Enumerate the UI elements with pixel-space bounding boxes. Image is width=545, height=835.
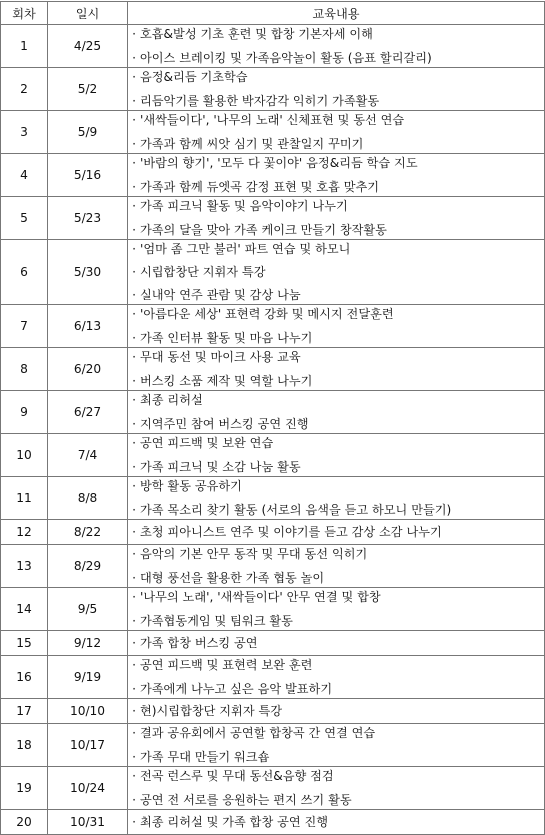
table-row [1, 240, 545, 305]
content-item-text: 가족에게 나누고 싶은 음악 발표하기 [140, 682, 333, 696]
content-item-text: 가족 목소리 찾기 활동 (서로의 음색을 듣고 하모니 만들기) [140, 503, 452, 517]
content-item [128, 791, 544, 809]
table-row [1, 305, 545, 348]
content-item-text: 리듬악기를 활용한 박자감각 익히기 가족활동 [140, 94, 380, 108]
session-number: 5 [1, 197, 48, 240]
session-number: 20 [1, 810, 48, 835]
content-item [128, 372, 544, 390]
session-date: 10/10 [48, 699, 128, 724]
bullet-mark: · [132, 479, 136, 493]
table-row [1, 111, 545, 154]
session-date: 5/16 [48, 154, 128, 197]
session-content [128, 656, 545, 699]
content-item [128, 545, 544, 563]
bullet-mark: · [132, 307, 136, 321]
content-item-text: 공연 전 서로를 응원하는 편지 쓰기 활동 [140, 793, 352, 807]
bullet-mark: · [132, 704, 136, 718]
table-row [1, 477, 545, 520]
session-number: 6 [1, 240, 48, 305]
table-row [1, 520, 545, 545]
content-item [128, 569, 544, 587]
content-item-text: 가족 피크닉 활동 및 음악이야기 나누기 [140, 199, 348, 213]
session-number: 15 [1, 631, 48, 656]
table-row [1, 348, 545, 391]
table-row [1, 25, 545, 68]
session-content [128, 810, 545, 835]
content-item [128, 656, 544, 674]
session-content [128, 68, 545, 111]
content-item-text: 지역주민 참여 버스킹 공연 진행 [140, 417, 309, 431]
session-content [128, 348, 545, 391]
content-item-text: 공연 피드백 및 보완 연습 [140, 436, 274, 450]
bullet-mark: · [132, 156, 136, 170]
bullet-mark: · [132, 199, 136, 213]
table-row [1, 545, 545, 588]
session-content [128, 434, 545, 477]
content-item-text: '새싹들이다', '나무의 노래' 신체표현 및 동선 연습 [140, 113, 405, 127]
content-item-text: 전곡 런스루 및 무대 동선&음향 점검 [140, 769, 334, 783]
content-item-text: 초청 피아니스트 연주 및 이야기를 듣고 감상 소감 나누기 [140, 525, 442, 539]
bullet-mark: · [132, 374, 136, 388]
content-item [128, 434, 544, 452]
bullet-mark: · [132, 94, 136, 108]
session-date: 6/20 [48, 348, 128, 391]
education-schedule-table [0, 1, 545, 835]
content-item-text: 결과 공유회에서 공연할 합창곡 간 연결 연습 [140, 726, 376, 740]
bullet-mark: · [132, 614, 136, 628]
session-number: 4 [1, 154, 48, 197]
content-item-text: 아이스 브레이킹 및 가족음악놀이 활동 (음표 할리갈리) [140, 51, 432, 65]
content-item-text: 호흡&발성 기초 훈련 및 합창 기본자세 이해 [140, 27, 373, 41]
session-date: 6/27 [48, 391, 128, 434]
bullet-mark: · [132, 815, 136, 829]
bullet-mark: · [132, 393, 136, 407]
bullet-mark: · [132, 503, 136, 517]
bullet-mark: · [132, 682, 136, 696]
header-date: 일시 [48, 2, 128, 25]
bullet-mark: · [132, 417, 136, 431]
content-item-text: 가족의 달을 맞아 가족 케이크 만들기 창작활동 [140, 223, 387, 237]
bullet-mark: · [132, 27, 136, 41]
bullet-mark: · [132, 137, 136, 151]
content-item [128, 767, 544, 785]
bullet-mark: · [132, 51, 136, 65]
content-item-text: 최종 리허설 [140, 393, 203, 407]
content-item [128, 391, 544, 409]
session-number: 14 [1, 588, 48, 631]
table-row [1, 656, 545, 699]
content-item [128, 111, 544, 129]
session-content [128, 111, 545, 154]
content-item [128, 588, 544, 606]
content-item [128, 135, 544, 153]
session-content [128, 588, 545, 631]
session-date: 8/8 [48, 477, 128, 520]
content-item-text: 가족 피크닉 및 소감 나눔 활동 [140, 460, 301, 474]
bullet-mark: · [132, 590, 136, 604]
table-row [1, 154, 545, 197]
bullet-mark: · [132, 571, 136, 585]
session-date: 5/23 [48, 197, 128, 240]
content-item [128, 612, 544, 630]
session-content [128, 154, 545, 197]
content-item [128, 748, 544, 766]
content-item-text: 음정&리듬 기초학습 [140, 70, 248, 84]
session-number: 19 [1, 767, 48, 810]
content-item-text: 대형 풍선을 활용한 가족 협동 놀이 [140, 571, 325, 585]
session-date: 4/25 [48, 25, 128, 68]
session-content [128, 305, 545, 348]
session-number: 17 [1, 699, 48, 724]
session-date: 9/12 [48, 631, 128, 656]
session-number: 8 [1, 348, 48, 391]
content-item-text: 최종 리허설 및 가족 합창 공연 진행 [140, 815, 329, 829]
table-row [1, 68, 545, 111]
bullet-mark: · [132, 436, 136, 450]
session-number: 13 [1, 545, 48, 588]
content-item [128, 458, 544, 476]
table-header-row [1, 2, 545, 25]
table-row [1, 588, 545, 631]
content-item [128, 263, 544, 281]
table-row [1, 699, 545, 724]
content-item [128, 634, 544, 652]
session-date: 8/22 [48, 520, 128, 545]
content-item [128, 49, 544, 67]
bullet-mark: · [132, 750, 136, 764]
content-item [128, 348, 544, 366]
content-item [128, 702, 544, 720]
bullet-mark: · [132, 70, 136, 84]
content-item [128, 680, 544, 698]
session-date: 5/2 [48, 68, 128, 111]
content-item [128, 92, 544, 110]
table-row [1, 434, 545, 477]
session-date: 10/17 [48, 724, 128, 767]
session-number: 12 [1, 520, 48, 545]
bullet-mark: · [132, 525, 136, 539]
session-number: 10 [1, 434, 48, 477]
content-item-text: '나무의 노래', '새싹들이다' 안무 연결 및 합창 [140, 590, 381, 604]
content-item-text: 시립합창단 지휘자 특강 [140, 265, 266, 279]
session-date: 9/19 [48, 656, 128, 699]
session-date: 6/13 [48, 305, 128, 348]
content-item-text: 가족과 함께 듀엣곡 감정 표현 및 호흡 맞추기 [140, 180, 380, 194]
table-row [1, 767, 545, 810]
content-item [128, 477, 544, 495]
session-content [128, 240, 545, 305]
session-date: 10/31 [48, 810, 128, 835]
session-number: 7 [1, 305, 48, 348]
session-number: 2 [1, 68, 48, 111]
session-content [128, 520, 545, 545]
bullet-mark: · [132, 180, 136, 194]
session-number: 9 [1, 391, 48, 434]
table-row [1, 197, 545, 240]
session-date: 5/30 [48, 240, 128, 305]
session-content [128, 197, 545, 240]
content-item-text: 가족 인터뷰 활동 및 마음 나누기 [140, 331, 313, 345]
session-date: 9/5 [48, 588, 128, 631]
content-item-text: 실내악 연주 관람 및 감상 나눔 [140, 288, 301, 302]
content-item-text: 음악의 기본 안무 동작 및 무대 동선 익히기 [140, 547, 368, 561]
content-item [128, 178, 544, 196]
session-number: 11 [1, 477, 48, 520]
table-row [1, 724, 545, 767]
session-number: 16 [1, 656, 48, 699]
content-item-text: 가족협동게임 및 팀워크 활동 [140, 614, 293, 628]
content-item [128, 501, 544, 519]
session-content [128, 699, 545, 724]
content-item [128, 25, 544, 43]
session-content [128, 631, 545, 656]
bullet-mark: · [132, 223, 136, 237]
bullet-mark: · [132, 726, 136, 740]
session-number: 3 [1, 111, 48, 154]
bullet-mark: · [132, 265, 136, 279]
bullet-mark: · [132, 350, 136, 364]
table-row [1, 391, 545, 434]
content-item-text: '바람의 향기', '모두 다 꽃이야' 음정&리듬 학습 지도 [140, 156, 418, 170]
session-date: 10/24 [48, 767, 128, 810]
table-body [1, 25, 545, 835]
content-item-text: 가족 합창 버스킹 공연 [140, 636, 258, 650]
content-item [128, 286, 544, 304]
session-content [128, 391, 545, 434]
session-number: 1 [1, 25, 48, 68]
header-content: 교육내용 [128, 2, 545, 25]
bullet-mark: · [132, 547, 136, 561]
content-item-text: 가족 무대 만들기 워크숍 [140, 750, 270, 764]
content-item-text: 현)시립합창단 지휘자 특강 [140, 704, 283, 718]
content-item [128, 523, 544, 541]
session-content [128, 724, 545, 767]
bullet-mark: · [132, 658, 136, 672]
bullet-mark: · [132, 113, 136, 127]
session-content [128, 477, 545, 520]
content-item-text: '엄마 좀 그만 불러' 파트 연습 및 하모니 [140, 242, 351, 256]
session-date: 7/4 [48, 434, 128, 477]
content-item [128, 240, 544, 258]
table-row [1, 810, 545, 835]
bullet-mark: · [132, 460, 136, 474]
content-item [128, 197, 544, 215]
content-item [128, 154, 544, 172]
session-content [128, 25, 545, 68]
session-content [128, 767, 545, 810]
bullet-mark: · [132, 242, 136, 256]
content-item [128, 68, 544, 86]
table-row [1, 631, 545, 656]
content-item-text: 가족과 함께 씨앗 심기 및 관찰일지 꾸미기 [140, 137, 364, 151]
content-item-text: 버스킹 소품 제작 및 역할 나누기 [140, 374, 313, 388]
content-item-text: 무대 동선 및 마이크 사용 교육 [140, 350, 301, 364]
bullet-mark: · [132, 331, 136, 345]
content-item [128, 305, 544, 323]
session-date: 5/9 [48, 111, 128, 154]
content-item [128, 724, 544, 742]
bullet-mark: · [132, 288, 136, 302]
content-item [128, 221, 544, 239]
content-item-text: 방학 활동 공유하기 [140, 479, 242, 493]
bullet-mark: · [132, 769, 136, 783]
content-item [128, 415, 544, 433]
content-item-text: '아름다운 세상' 표현력 강화 및 메시지 전달훈련 [140, 307, 394, 321]
bullet-mark: · [132, 636, 136, 650]
header-session: 회차 [1, 2, 48, 25]
content-item-text: 공연 피드백 및 표현력 보완 훈련 [140, 658, 313, 672]
session-date: 8/29 [48, 545, 128, 588]
session-number: 18 [1, 724, 48, 767]
content-item [128, 813, 544, 831]
bullet-mark: · [132, 793, 136, 807]
session-content [128, 545, 545, 588]
content-item [128, 329, 544, 347]
